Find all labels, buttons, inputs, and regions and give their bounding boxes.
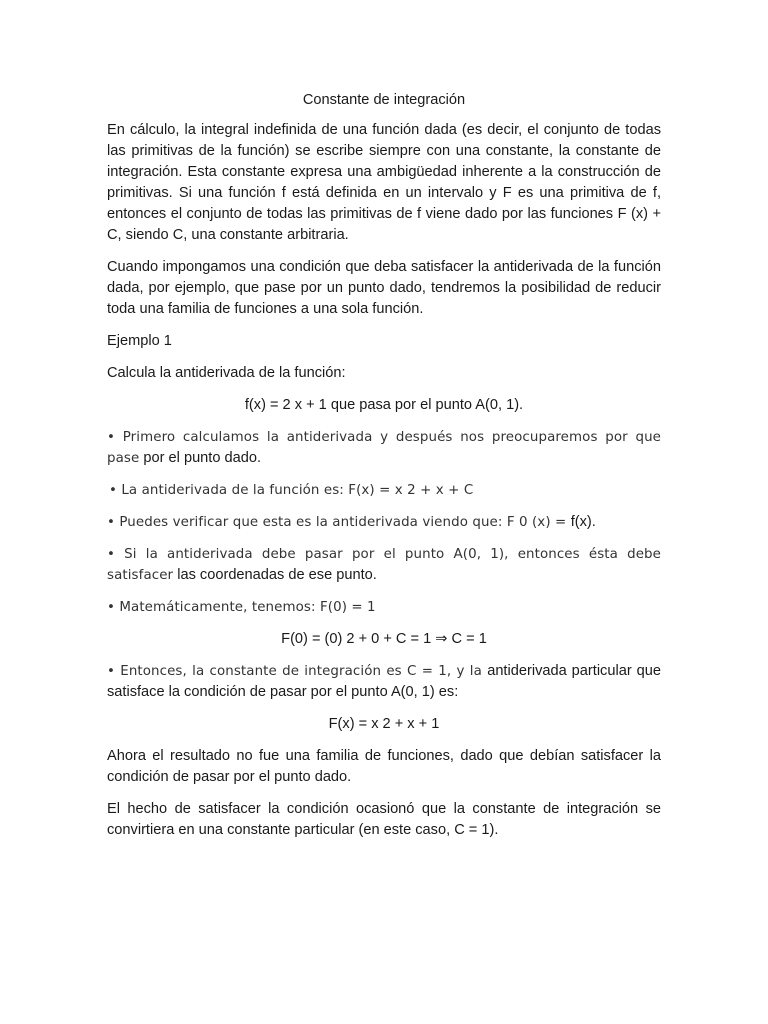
bullet-step-1-tail: por el punto dado. <box>143 450 262 466</box>
bullet-step-2 <box>107 480 661 501</box>
bullet-step-3-lead: • Puedes verificar que esta es la antiderivada viendo que: F 0 (x) = <box>107 515 571 530</box>
bullet-step-3-tail: f(x). <box>570 514 596 530</box>
formula-constant: F(0) = (0) 2 + 0 + C = 1 ⇒ C = 1 <box>281 631 487 647</box>
bullet-step-1 <box>107 427 661 469</box>
bullet-step-3 <box>107 512 661 533</box>
paragraph-result: Ahora el resultado no fue una familia de funciones, dado que debían satisfacer la condición de pasar por el punto dado. <box>107 748 661 785</box>
example-heading: Ejemplo 1 <box>107 333 172 349</box>
bullet-step-4-tail: las coordenadas de ese punto. <box>177 567 377 583</box>
formula-result: F(x) = x 2 + x + 1 <box>328 716 440 732</box>
paragraph-intro: En cálculo, la integral indefinida de una función dada (es decir, el conjunto de todas las primitivas de la función) se escribe siempre con una constante, la constante de integración. Esta constante expresa una ambigüedad inherente a la construcción de primitivas. Si una función f está definida en un intervalo y F es una primitiva de f, entonces el conjunto de todas las primitivas de f viene dado por las funciones F (x) + C, siendo C, una constante arbitraria. <box>107 122 661 243</box>
bullet-step-4-lead: • Si la antiderivada debe pasar por el punto A(0, 1), entonces ésta debe satisfacer <box>107 547 661 583</box>
example-prompt: Calcula la antiderivada de la función: <box>107 365 346 381</box>
bullet-step-2-text: • La antiderivada de la función es: F(x) = x 2 + x + C <box>109 483 474 498</box>
bullet-step-6 <box>107 661 661 703</box>
bullet-step-5-text: • Matemáticamente, tenemos: F(0) = 1 <box>107 600 376 615</box>
bullet-step-6-tail: antiderivada particular que satisface la condición de pasar por el punto A(0, 1) es: <box>107 663 661 700</box>
paragraph-condition: Cuando impongamos una condición que deba satisfacer la antiderivada de la función dada, por ejemplo, que pase por un punto dado, tendremos la posibilidad de reducir toda una familia de funciones a una sola función. <box>107 259 661 317</box>
bullet-step-6-lead: • Entonces, la constante de integración es C = 1, y la <box>107 664 488 679</box>
document-title: Constante de integración <box>302 92 466 108</box>
formula-function: f(x) = 2 x + 1 que pasa por el punto A(0, 1). <box>244 397 524 413</box>
bullet-step-1-lead: • Primero calculamos la antiderivada y después nos preocuparemos por que pase <box>107 430 661 466</box>
bullet-step-5 <box>107 597 661 618</box>
document-page <box>107 90 661 852</box>
paragraph-conclusion: El hecho de satisfacer la condición ocasionó que la constante de integración se convirtiera en una constante particular (en este caso, C = 1). <box>107 801 661 838</box>
bullet-step-4 <box>107 544 661 586</box>
